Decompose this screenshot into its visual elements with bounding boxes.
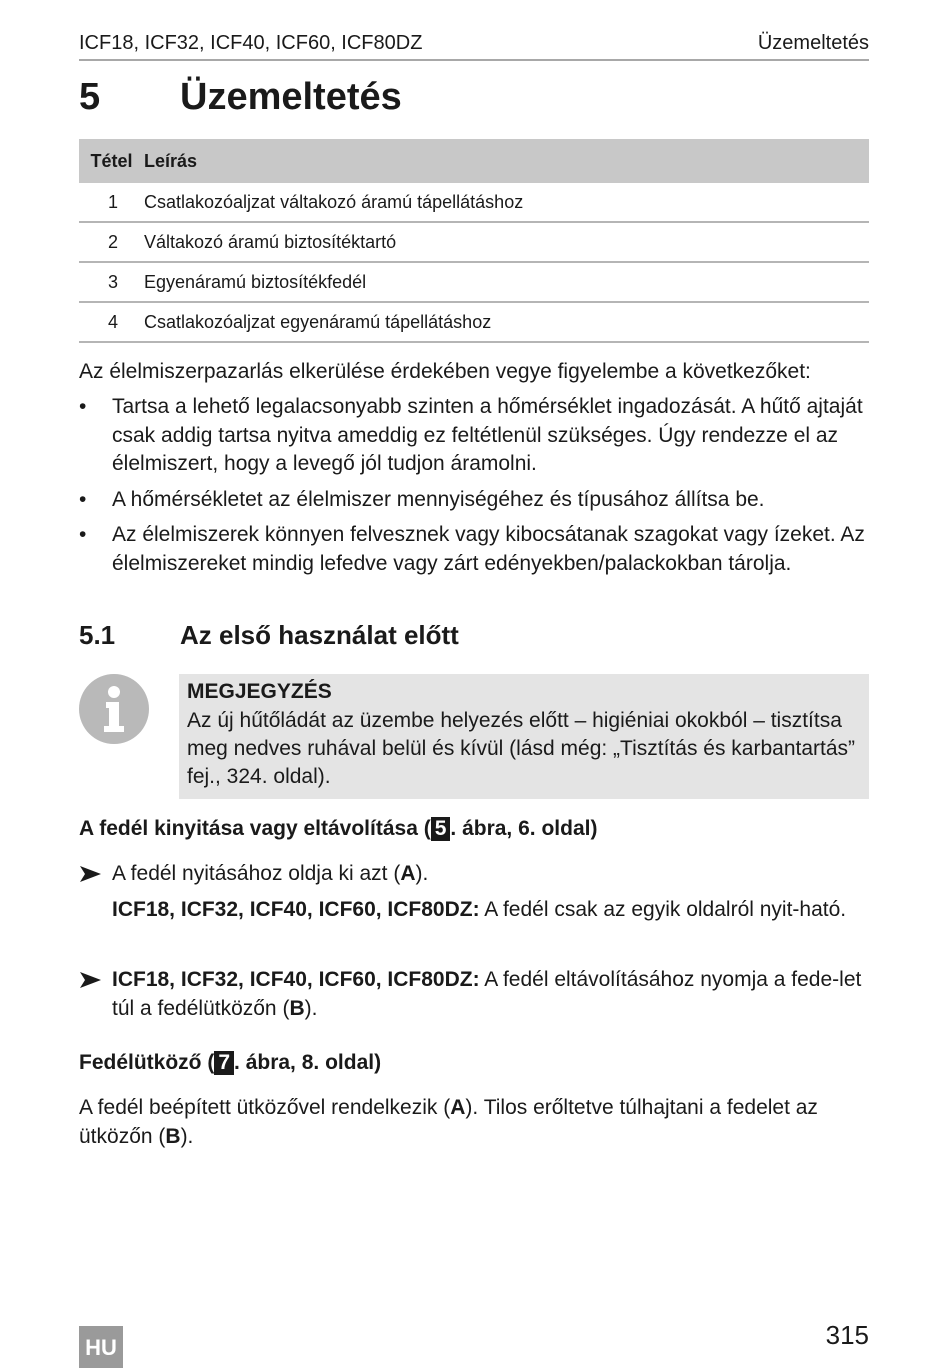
model-list: ICF18, ICF32, ICF40, ICF60, ICF80DZ: bbox=[112, 898, 480, 921]
step-text: A fedél eltávolításához nyomja a fede-let túl a fedélütközőn ( bbox=[112, 968, 862, 1020]
chapter-title: Üzemeltetés bbox=[180, 76, 402, 118]
section-number: 5.1 bbox=[79, 620, 116, 650]
note-text: Az új hűtőládát az üzembe helyezés előtt – higiéniai okokból – tisztítsa meg nedves ruhával belül és kívül (lásd még: „Tisztítás és karbantartás” fej., 324. oldal). bbox=[187, 709, 856, 788]
instruction-step bbox=[79, 966, 869, 1026]
list-item bbox=[79, 486, 869, 515]
bullet-icon: • bbox=[79, 523, 87, 546]
language-badge: HU bbox=[79, 1326, 123, 1368]
list-item bbox=[79, 521, 869, 578]
info-icon bbox=[79, 674, 149, 744]
bullet-icon: • bbox=[79, 395, 87, 418]
table-cell-item: 2 bbox=[79, 222, 144, 262]
list-item-text: A hőmérsékletet az élelmiszer mennyiségéhez és típusához állítsa be. bbox=[112, 487, 765, 511]
para-label: B bbox=[165, 1124, 181, 1148]
step-note-text: A fedél csak az egyik oldalról nyit-ható. bbox=[479, 898, 847, 921]
step-text: A fedél nyitásához oldja ki azt ( bbox=[112, 862, 401, 885]
table-cell-item: 4 bbox=[79, 302, 144, 342]
lid-stop-heading bbox=[79, 1051, 381, 1075]
step-model-note bbox=[112, 896, 852, 925]
step-text: ). bbox=[415, 862, 429, 885]
table-row bbox=[79, 302, 869, 342]
table-cell-item: 3 bbox=[79, 262, 144, 302]
table-cell-item: 1 bbox=[79, 183, 144, 222]
header-section: Üzemeltetés bbox=[757, 32, 869, 54]
arrow-right-icon bbox=[79, 860, 103, 888]
table-row bbox=[79, 222, 869, 262]
lid-open-heading bbox=[79, 817, 597, 841]
heading-text: . ábra, 6. oldal) bbox=[450, 817, 598, 840]
figure-number-badge: 7 bbox=[214, 1051, 234, 1075]
list-item-text: Az élelmiszerek könnyen felvesznek vagy kibocsátanak szagokat vagy ízeket. Az élelmiszereket mindig lefedve vagy zárt edényekben/palackokban tárolja. bbox=[112, 523, 865, 575]
table-row bbox=[79, 183, 869, 222]
table-cell-description: Váltakozó áramú biztosítéktartó bbox=[144, 222, 869, 262]
step-label: A bbox=[400, 862, 416, 885]
lid-stop-text bbox=[79, 1094, 849, 1151]
food-waste-list bbox=[79, 393, 869, 585]
model-list: ICF18, ICF32, ICF40, ICF60, ICF80DZ: bbox=[112, 968, 480, 991]
note-heading: MEGJEGYZÉS bbox=[187, 680, 332, 703]
para-text: A fedél beépített ütközővel rendelkezik ( bbox=[79, 1096, 451, 1119]
figure-number-badge: 5 bbox=[431, 817, 451, 841]
list-item-text: Tartsa a lehető legalacsonyabb szinten a hőmérséklet ingadozását. A hűtő ajtaját csak addig tartsa nyitva ameddig ez feltétlenül szükséges. Úgy rendezze el az élelmiszert, hogy a levegő jól tudjon áramolni. bbox=[112, 395, 863, 475]
table-cell-description: Csatlakozóaljzat egyenáramú tápellátáshoz bbox=[144, 302, 869, 342]
section-title: Az első használat előtt bbox=[180, 620, 459, 650]
table-cell-description: Csatlakozóaljzat váltakozó áramú tápellátáshoz bbox=[144, 183, 869, 222]
header-divider bbox=[79, 59, 869, 61]
food-waste-intro: Az élelmiszerpazarlás elkerülése érdekében vegye figyelembe a következőket: bbox=[79, 360, 811, 383]
para-text: ). bbox=[180, 1124, 194, 1148]
page-number: 315 bbox=[825, 1320, 869, 1350]
instruction-step bbox=[79, 860, 869, 890]
table-cell-description: Egyenáramú biztosítékfedél bbox=[144, 262, 869, 302]
arrow-right-icon bbox=[79, 966, 103, 994]
column-header-item: Tétel bbox=[79, 139, 144, 183]
step-text: ). bbox=[304, 996, 318, 1020]
para-label: A bbox=[450, 1096, 466, 1119]
list-item bbox=[79, 393, 869, 479]
heading-text: . ábra, 8. oldal) bbox=[234, 1051, 382, 1074]
heading-text: A fedél kinyitása vagy eltávolítása ( bbox=[79, 817, 431, 840]
para-text: ). Tilos erőltetve túlhajtani a fedelet az ütközőn ( bbox=[79, 1096, 818, 1148]
parts-table bbox=[79, 139, 869, 343]
chapter-number: 5 bbox=[79, 76, 101, 118]
header-models: ICF18, ICF32, ICF40, ICF60, ICF80DZ bbox=[79, 32, 423, 54]
table-header-row bbox=[79, 139, 869, 183]
table-row bbox=[79, 262, 869, 302]
column-header-description: Leírás bbox=[144, 139, 869, 183]
step-label: B bbox=[289, 996, 305, 1020]
bullet-icon: • bbox=[79, 487, 87, 511]
heading-text: Fedélütköző ( bbox=[79, 1051, 215, 1074]
